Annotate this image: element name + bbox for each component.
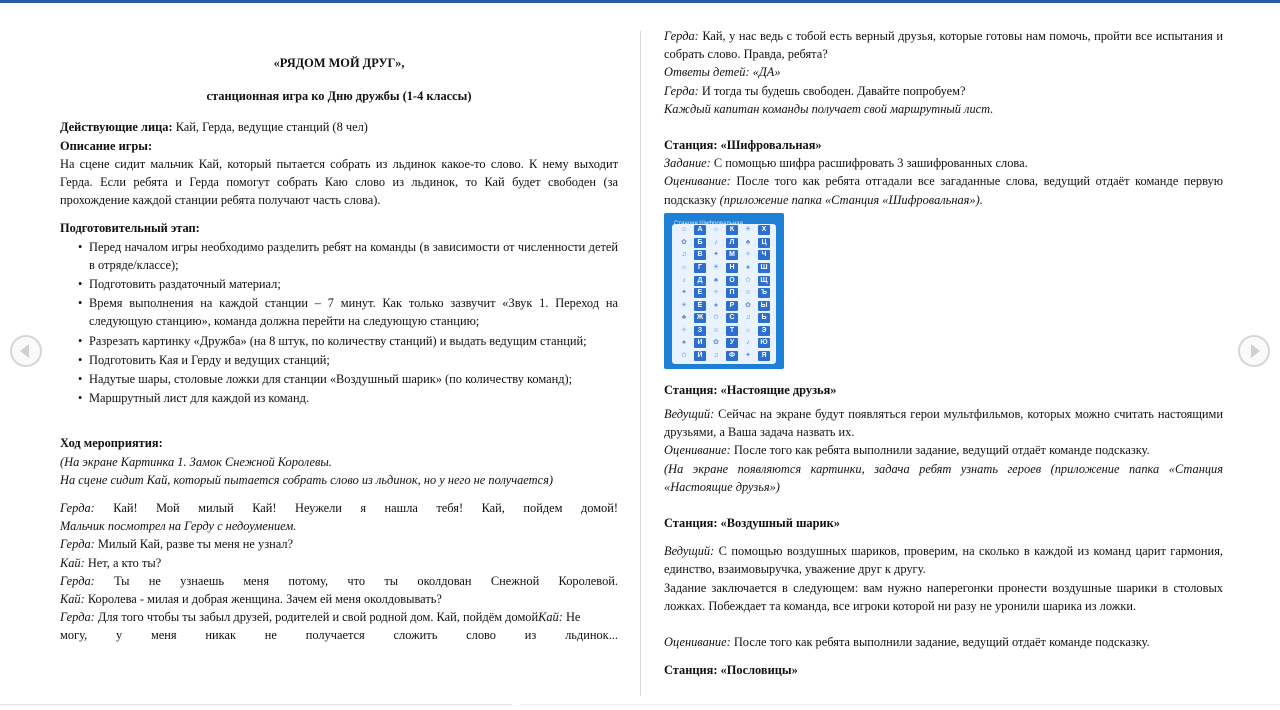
cipher-symbol: ☺: [712, 326, 720, 334]
cipher-letter: А: [694, 225, 706, 235]
dialog-text: Для того чтобы ты забыл друзей, родителей и свой родной дом. Кай, пойдём домой: [94, 610, 539, 625]
cipher-symbol: ✦: [681, 289, 687, 297]
dialog-line: [60, 535, 618, 553]
dialog-line: [664, 82, 1223, 100]
cipher-symbol: ♠: [682, 339, 686, 347]
cipher-row: [672, 287, 776, 300]
dialog-line: [60, 554, 618, 572]
cipher-row: [672, 274, 776, 287]
cipher-letter: Е: [694, 288, 706, 298]
cipher-letter: Д: [694, 276, 706, 286]
list-item: • Подготовить раздаточный материал;: [80, 275, 618, 293]
cipher-row: [672, 224, 776, 237]
cipher-row: [672, 312, 776, 325]
speaker-label: Герда:: [60, 573, 95, 588]
cipher-letter: Б: [694, 238, 706, 248]
station-lead: [664, 542, 1223, 578]
station-heading: Станция: «Настоящие друзья»: [664, 382, 837, 397]
cipher-row: [672, 350, 776, 363]
station-task: [664, 154, 1223, 172]
dialog-line: [664, 27, 1223, 63]
evaluation-text: После того как ребята отгадали все загаданные слова, ведущий отдаёт команде первую подсказку: [664, 174, 1223, 207]
dialog-text: Королева - милая и добрая женщина. Зачем ей меня околдовывать?: [84, 592, 442, 607]
list-item: • Разрезать картинку «Дружба» (на 8 штук, по количеству станций) и выдать ведущим станций;: [80, 332, 618, 350]
cipher-symbol: ✩: [713, 314, 719, 322]
evaluation-label: Оценивание:: [664, 174, 731, 189]
actors-text: Кай, Герда, ведущие станций (8 чел): [172, 120, 368, 135]
cipher-row: [672, 299, 776, 312]
lead-text: С помощью воздушных шариков, проверим, на сколько в каждой из команд царит гармония, единство, взаимовыручка, уважение друг к другу.: [664, 544, 1223, 577]
cipher-symbol: ✦: [713, 251, 719, 259]
cipher-letter: К: [726, 225, 738, 235]
station-heading: Станция: «Шифровальная»: [664, 138, 822, 153]
lead-label: Ведущий:: [664, 407, 715, 422]
cipher-letter: В: [694, 250, 706, 260]
cipher-row: [672, 337, 776, 350]
dialog-line: [60, 608, 618, 626]
document-title: «РЯДОМ МОЙ ДРУГ»,: [273, 56, 405, 70]
dialog-line: [60, 499, 618, 517]
station-heading: Станция: «Пословицы»: [664, 663, 798, 678]
speaker-label: Герда:: [60, 537, 95, 552]
speaker-label: Герда:: [664, 29, 699, 43]
cipher-symbol: ☀: [680, 301, 688, 309]
lead-label: Ведущий:: [664, 544, 715, 559]
cipher-symbol: ♫: [681, 251, 687, 259]
cipher-symbol: ✧: [713, 289, 719, 297]
cipher-symbol: ☀: [744, 226, 752, 234]
left-page: [60, 54, 618, 645]
cipher-board: [672, 224, 776, 364]
cipher-letter: Г: [694, 263, 706, 273]
children-answer: Ответы детей: «ДА»: [664, 65, 781, 80]
station-lead: [664, 405, 1223, 441]
station-evaluation: [664, 441, 1223, 459]
cipher-symbol: ♣: [681, 314, 687, 322]
cipher-symbol: ♠: [746, 263, 750, 271]
station-heading: Станция: «Воздушный шарик»: [664, 516, 840, 531]
cipher-letter: Т: [726, 326, 738, 336]
list-item: • Маршрутный лист для каждой из команд.: [80, 389, 618, 407]
evaluation-label: Оценивание:: [664, 443, 731, 458]
right-page: [664, 27, 1223, 679]
previous-page-button[interactable]: [10, 335, 42, 367]
cipher-letter: Ж: [694, 313, 706, 323]
cipher-symbol: ✦: [745, 352, 751, 360]
speaker-label: Герда:: [664, 83, 699, 98]
chevron-left-icon: [20, 344, 29, 358]
cipher-symbol: ♫: [713, 352, 719, 360]
cipher-symbol: ♪: [714, 238, 718, 246]
evaluation-text: После того как ребята выполнили задание, ведущий отдаёт команде подсказку.: [730, 635, 1150, 650]
cipher-symbol: ♣: [713, 276, 719, 284]
actors-line: [60, 118, 618, 136]
cipher-symbol: ✿: [713, 339, 719, 347]
cipher-letter: Н: [726, 263, 738, 273]
station-evaluation: [664, 633, 1223, 651]
speaker-label: Кай:: [60, 592, 85, 607]
cipher-letter: И: [694, 338, 706, 348]
dialog-text: Милый Кай, разве ты меня не узнал?: [94, 537, 294, 552]
dialog-text: Кай! Мой милый Кай! Неужели я нашла тебя! Кай, пойдем домой!: [94, 501, 618, 516]
dialog-line: [60, 590, 618, 608]
cipher-letter: Р: [726, 301, 738, 311]
cipher-symbol: ♪: [682, 276, 686, 284]
bottom-edge: [0, 704, 512, 710]
cipher-row: [672, 325, 776, 338]
course-note-2: На сцене сидит Кай, который пытается собрать слово из льдинок, но у него не получается): [60, 472, 553, 487]
cipher-letter: З: [694, 326, 706, 336]
speaker-label: Кай:: [60, 555, 85, 570]
cipher-symbol: ♠: [714, 301, 718, 309]
evaluation-text: После того как ребята выполнили задание, ведущий отдаёт команде подсказку.: [730, 443, 1150, 458]
course-heading: Ход мероприятия:: [60, 436, 163, 451]
cipher-symbol: ✧: [745, 251, 751, 259]
cipher-letter: Э: [758, 326, 770, 336]
cipher-symbol: ☺: [680, 226, 688, 234]
cipher-letter: Х: [758, 225, 770, 235]
dialog-text: И тогда ты будешь свободен. Давайте попробуем?: [698, 83, 966, 98]
lead-text: Сейчас на экране будут появляться герои мультфильмов, которых можно считать настоящими друзьями, а Ваша задача назвать их.: [664, 407, 1223, 440]
cipher-letter: С: [726, 313, 738, 323]
evaluation-note: (приложение папка «Станция «Шифровальная»).: [719, 192, 983, 207]
speaker-label: Кай:: [538, 610, 563, 625]
dialog-text: Ты не узнаешь меня потому, что ты околдован Снежной Королевой.: [94, 573, 618, 588]
cipher-symbol: ♪: [746, 339, 750, 347]
cipher-symbol: ☼: [744, 326, 752, 334]
list-item: • Подготовить Кая и Герду и ведущих станций;: [80, 351, 618, 369]
cipher-letter: Ы: [758, 301, 770, 311]
cipher-symbol: ✧: [681, 326, 687, 334]
station-note: (На экране появляются картинки, задача ребят узнать героев (приложение папка «Станция «Настоящие друзья»): [664, 461, 1223, 494]
page-divider: [640, 31, 641, 696]
speaker-label: Герда:: [60, 610, 95, 625]
description-text: На сцене сидит мальчик Кай, который пытается собрать из льдинок какое-то слово. К нему выходит Герда. Если ребята и Герда помогут собрать Каю слово из льдинок, то Кай будет свободен (за прохождение каждой станции ребята получают часть слова).: [60, 156, 618, 208]
cipher-symbol: ✿: [745, 301, 751, 309]
task-label: Задание:: [664, 156, 711, 171]
list-item: • Надутые шары, столовые ложки для станции «Воздушный шарик» (по количеству команд);: [80, 370, 618, 388]
cipher-row: [672, 262, 776, 275]
cipher-letter: Ц: [758, 238, 770, 248]
course-note-1: (На экране Картинка 1. Замок Снежной Королевы.: [60, 454, 332, 469]
cipher-symbol: ☼: [680, 263, 688, 271]
prep-heading: Подготовительный этап:: [60, 221, 200, 236]
dialog-text: Нет, а кто ты?: [84, 555, 162, 570]
cipher-image: [664, 213, 784, 369]
actors-label: Действующие лица:: [60, 120, 173, 135]
cipher-symbol: ☺: [744, 289, 752, 297]
dialog-text: Не: [562, 610, 581, 625]
station-evaluation: [664, 172, 1223, 208]
cipher-symbol: ♫: [745, 314, 751, 322]
chevron-right-icon: [1251, 344, 1260, 358]
cipher-row: [672, 249, 776, 262]
cipher-letter: Щ: [758, 276, 770, 286]
cipher-letter: Ш: [758, 263, 770, 273]
cipher-letter: У: [726, 338, 738, 348]
bottom-edge: [520, 704, 1280, 710]
cipher-letter: О: [726, 276, 738, 286]
cipher-letter: Й: [694, 351, 706, 361]
document-subtitle: станционная игра ко Дню дружбы (1-4 классы): [206, 89, 472, 104]
cipher-letter: Ь: [758, 313, 770, 323]
cipher-letter: Я: [758, 351, 770, 361]
cipher-letter: П: [726, 288, 738, 298]
list-item: • Перед началом игры необходимо разделить ребят на команды (в зависимости от численности детей в отряде/классе);: [80, 238, 618, 274]
speaker-label: Герда:: [60, 501, 95, 516]
dialog-text: Кай, у нас ведь с тобой есть верный друзья, которые готовы нам помочь, пройти все испытания и собрать слово. Правда, ребята?: [664, 29, 1223, 62]
dialog-line: могу, у меня никак не получается сложить слово из льдинок...: [60, 628, 618, 643]
task-text: С помощью шифра расшифровать 3 зашифрованных слова.: [710, 156, 1028, 171]
cipher-symbol: ✩: [681, 352, 687, 360]
cipher-letter: Ъ: [758, 288, 770, 298]
cipher-row: [672, 236, 776, 249]
cipher-symbol: ☼: [712, 226, 720, 234]
station-task: Задание заключается в следующем: вам нужно наперегонки пронести воздушные шарики в столовых ложках. Побеждает та команда, все игроки которой ни разу не уронили шарика из ложки.: [664, 580, 1223, 613]
evaluation-label: Оценивание:: [664, 635, 731, 650]
next-page-button[interactable]: [1238, 335, 1270, 367]
captain-note: Каждый капитан команды получает свой маршрутный лист.: [664, 101, 994, 116]
cipher-symbol: ☀: [712, 263, 720, 271]
list-item: • Время выполнения на каждой станции – 7 минут. Как только зазвучит «Звук 1. Переход на следующую станцию», команда должна перейти на следующую станцию;: [80, 294, 618, 330]
cipher-letter: Л: [726, 238, 738, 248]
cipher-symbol: ♣: [745, 238, 751, 246]
description-heading: Описание игры:: [60, 138, 153, 153]
cipher-letter: Ё: [694, 301, 706, 311]
cipher-letter: М: [726, 250, 738, 260]
cipher-letter: Ч: [758, 250, 770, 260]
cipher-letter: Ф: [726, 351, 738, 361]
cipher-symbol: ✩: [745, 276, 751, 284]
cipher-letter: Ю: [758, 338, 770, 348]
prep-list: [80, 238, 618, 408]
dialog-remark: Мальчик посмотрел на Герду с недоумением.: [60, 519, 297, 534]
dialog-line: [60, 572, 618, 590]
cipher-symbol: ✿: [681, 238, 687, 246]
